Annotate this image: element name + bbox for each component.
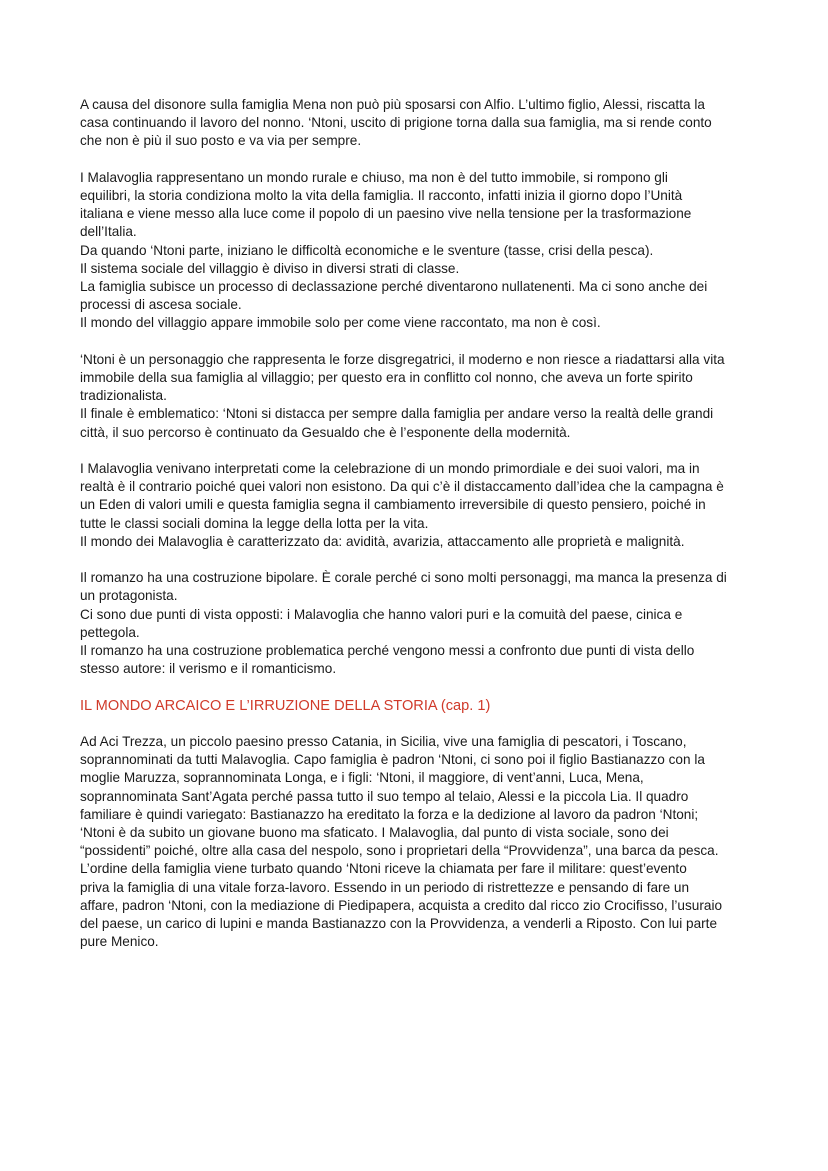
text-line: tutte le classi sociali domina la legge della lotta per la vita. xyxy=(80,515,429,531)
text-line: moglie Maruzza, soprannominata Longa, e i figli: ‘Ntoni, il maggiore, di vent’anni, Luca, Mena, xyxy=(80,770,644,786)
text-line: A causa del disonore sulla famiglia Mena non può più sposarsi con Alfio. L’ultimo figlio, Alessi, riscatta la xyxy=(80,97,705,112)
text-line: Il romanzo ha una costruzione problematica perché vengono messi a confronto due punti di vista dello xyxy=(80,643,695,659)
text-line: Da quando ‘Ntoni parte, iniziano le difficoltà economiche e le sventure (tasse, crisi della pesca). xyxy=(80,242,654,258)
text-line: immobile della sua famiglia al villaggio; per questo era in conflitto col nonno, che aveva un forte spirito xyxy=(80,370,693,386)
text-line: ‘Ntoni è da subito un giovane buono ma sfaticato. I Malavoglia, dal punto di vista sociale, sono dei xyxy=(80,825,669,841)
text-line: L’ordine della famiglia viene turbato quando ‘Ntoni riceve la chiamata per fare il militare: quest’evento xyxy=(80,861,687,877)
text-line: pettegola. xyxy=(80,624,140,640)
text-line: Il romanzo ha una costruzione bipolare. È corale perché ci sono molti personaggi, ma manca la presenza di xyxy=(80,570,727,586)
text-line: un Eden di valori umili e questa famiglia segna il cambiamento irreversibile di questo pensiero, poiché in xyxy=(80,497,706,513)
text-line: italiana e viene messo alla luce come il popolo di un paesino vive nella tensione per la trasformazione xyxy=(80,206,692,222)
text-line: tradizionalista. xyxy=(80,388,167,404)
paragraph-interpretazione xyxy=(80,460,752,551)
text-line: I Malavoglia venivano interpretati come la celebrazione di un mondo primordiale e dei suoi valori, ma in xyxy=(80,461,700,477)
paragraph-ntoni-personaggio xyxy=(80,351,752,442)
document-page xyxy=(80,96,752,970)
paragraph-aci-trezza xyxy=(80,733,752,951)
text-line: Il sistema sociale del villaggio è diviso in diversi strati di classe. xyxy=(80,260,460,276)
text-line: priva la famiglia di una vitale forza-lavoro. Essendo in un periodo di ristrettezze e pensando di fare un xyxy=(80,879,690,895)
text-line: affare, padron ‘Ntoni, con la mediazione di Piedipapera, acquista a credito dal ricco zio Crocifisso, l’usuraio xyxy=(80,897,723,913)
text-line: stesso autore: il verismo e il romanticismo. xyxy=(80,661,337,677)
text-line: realtà è il contrario poiché quei valori non esistono. Da qui c’è il distaccamento dall’idea che la campagna è xyxy=(80,479,724,495)
text-line: Il mondo dei Malavoglia è caratterizzato da: avidità, avarizia, attaccamento alle proprietà e malignità. xyxy=(80,533,685,549)
text-line: familiare è quindi variegato: Bastianazzo ha ereditato la forza e la dedizione al lavoro da padron ‘Ntoni; xyxy=(80,806,699,822)
text-line: soprannominata Sant’Agata perché passa tutto il suo tempo al telaio, Alessi e la piccola Lia. Il quadro xyxy=(80,788,689,804)
text-line: equilibri, la storia condiziona molto la vita della famiglia. Il racconto, infatti inizia il giorno dopo l’Unità xyxy=(80,188,683,203)
text-line: ‘Ntoni è un personaggio che rappresenta le forze disgregatrici, il moderno e non riesce a riadattarsi alla vita xyxy=(80,351,725,367)
text-line: Ad Aci Trezza, un piccolo paesino presso Catania, in Sicilia, vive una famiglia di pescatori, i Toscano, xyxy=(80,734,687,750)
text-line: Il mondo del villaggio appare immobile solo per come viene raccontato, ma non è così. xyxy=(80,315,601,331)
text-line: casa continuando il lavoro del nonno. ‘Ntoni, uscito di prigione torna dalla sua famiglia, ma si rende conto xyxy=(80,115,712,131)
text-line: “possidenti” poiché, oltre alla casa del nespolo, sono i proprietari della “Provvidenza”, una barca da pesca. xyxy=(80,843,719,859)
text-line: Il finale è emblematico: ‘Ntoni si distacca per sempre dalla famiglia per andare verso la realtà delle grandi xyxy=(80,406,714,422)
text-line: pure Menico. xyxy=(80,934,159,950)
paragraph-costruzione xyxy=(80,569,752,678)
text-line: Ci sono due punti di vista opposti: i Malavoglia che hanno valori puri e la comuità del paese, cinica e xyxy=(80,606,683,622)
text-line: città, il suo percorso è continuato da Gesualdo che è l’esponente della modernità. xyxy=(80,424,571,440)
paragraph-mondo-rurale xyxy=(80,169,752,333)
text-line: soprannominati da tutti Malavoglia. Capo famiglia è padron ‘Ntoni, ci sono poi il figlio Bastianazzo con la xyxy=(80,752,705,768)
section-heading: IL MONDO ARCAICO E L’IRRUZIONE DELLA STORIA (cap. 1) xyxy=(80,697,491,714)
text-line: un protagonista. xyxy=(80,588,178,604)
text-line: dell’Italia. xyxy=(80,224,137,240)
text-line: del paese, un carico di lupini e manda Bastianazzo con la Provvidenza, a venderli a Riposto. Con lui parte xyxy=(80,916,718,932)
text-line: che non è più il suo posto e va via per sempre. xyxy=(80,133,362,149)
text-line: La famiglia subisce un processo di declassazione perché diventarono nullatenenti. Ma ci sono anche dei xyxy=(80,279,708,295)
paragraph-mena-alfio xyxy=(80,96,752,151)
text-line: processi di ascesa sociale. xyxy=(80,297,242,313)
text-line: I Malavoglia rappresentano un mondo rurale e chiuso, ma non è del tutto immobile, si rompono gli xyxy=(80,169,668,185)
